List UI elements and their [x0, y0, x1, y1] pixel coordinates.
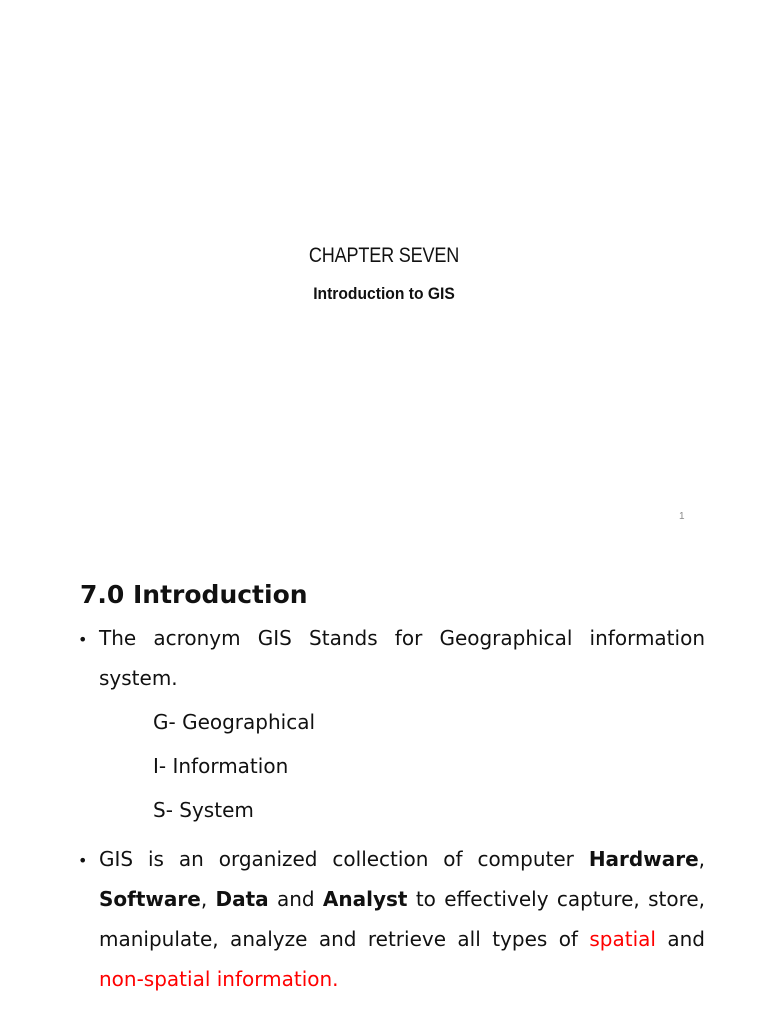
acronym-item-s: S- System	[153, 798, 254, 822]
chapter-title: CHAPTER SEVEN	[308, 244, 460, 267]
comma: ,	[698, 847, 705, 871]
page-number: 1	[679, 511, 685, 522]
definition-paragraph	[99, 839, 705, 999]
content-slide	[0, 560, 768, 1024]
term-analyst: Analyst	[322, 887, 408, 911]
acronym-item-g: G- Geographical	[153, 710, 316, 734]
term-hardware: Hardware	[588, 847, 699, 871]
term-software: Software	[99, 887, 201, 911]
term-non-spatial: non-spatial information.	[99, 967, 339, 991]
comma: ,	[200, 887, 216, 911]
acronym-paragraph: The acronym GIS Stands for Geographical information system.	[99, 626, 705, 690]
definition-text: to effectively capture, store, manipulate, analyze and retrieve all types of	[99, 887, 706, 951]
bullet-icon: •	[78, 630, 88, 649]
acronym-item-i: I- Information	[153, 754, 289, 778]
section-heading: 7.0 Introduction	[80, 580, 308, 609]
conjunction: and	[655, 927, 705, 951]
definition-text: GIS is an organized collection of computer	[99, 847, 589, 871]
term-data: Data	[215, 887, 269, 911]
chapter-subtitle: Introduction to GIS	[313, 284, 455, 303]
term-spatial: spatial	[589, 927, 656, 951]
conjunction: and	[268, 887, 323, 911]
bullet-icon: •	[78, 851, 88, 870]
